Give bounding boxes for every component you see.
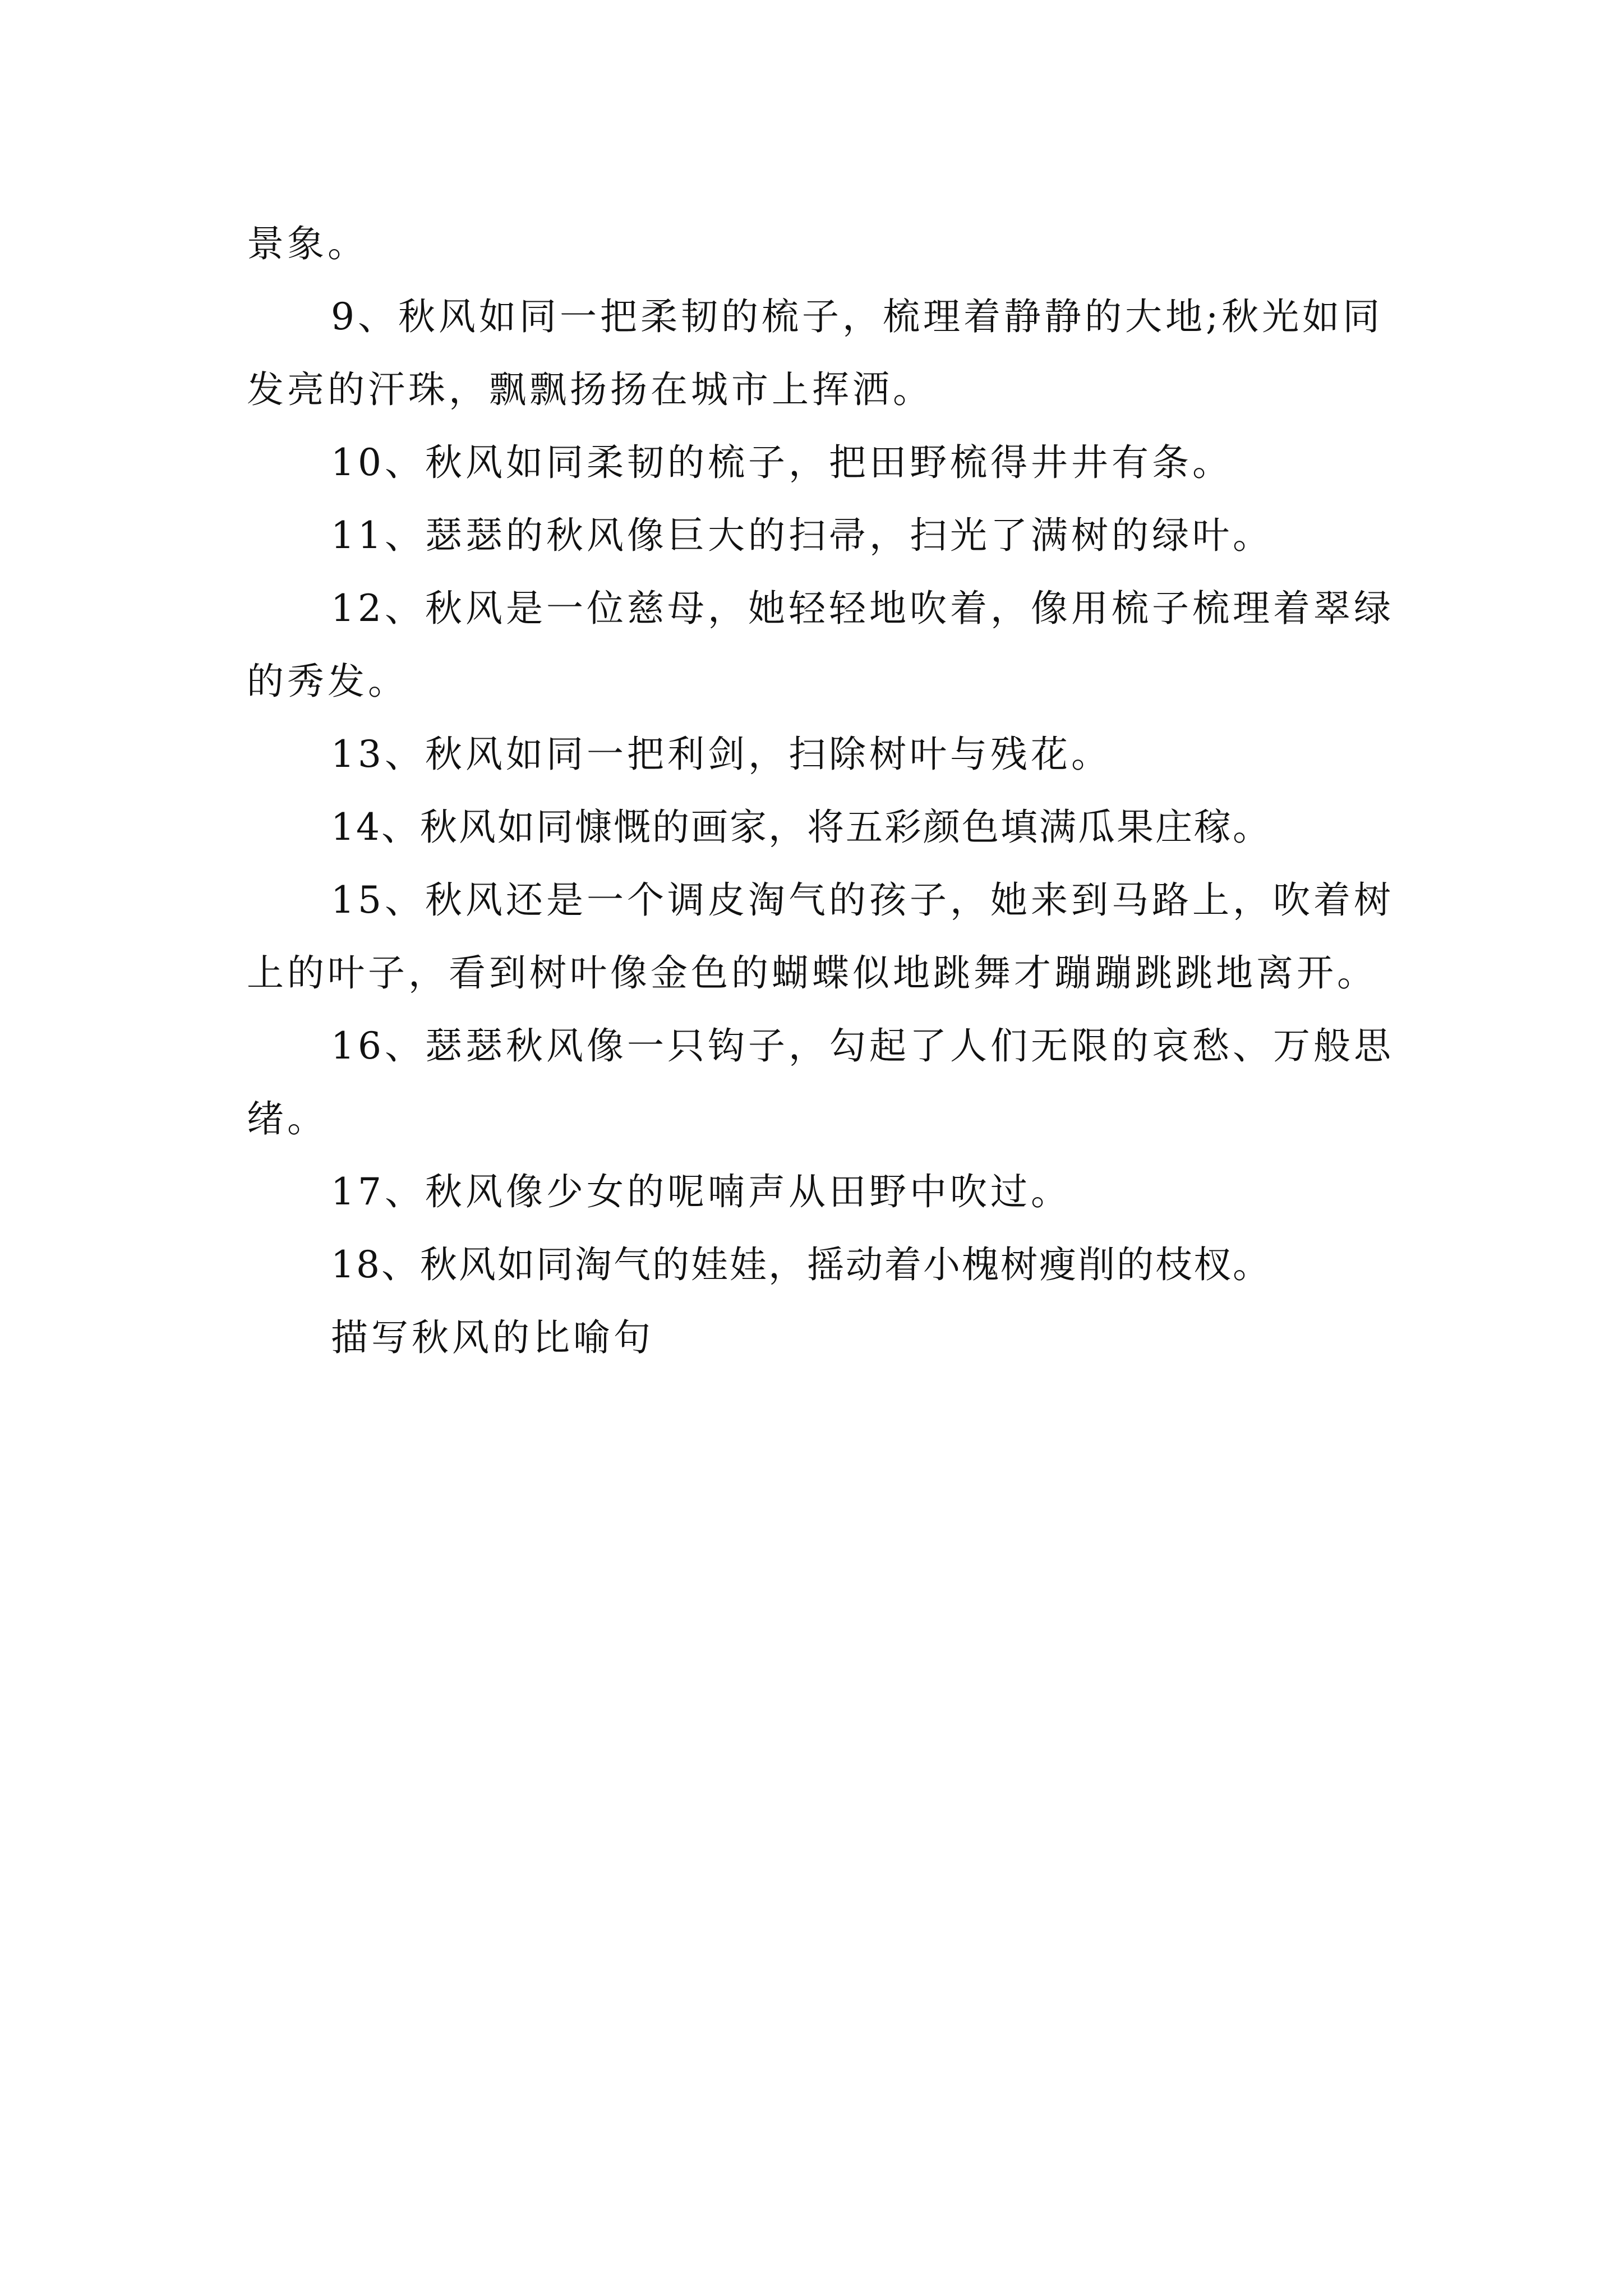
- paragraph-item-14: 14、秋风如同慷慨的画家，将五彩颜色填满瓜果庄稼。: [331, 806, 1271, 849]
- paragraph-item-12: 12、秋风是一位慈母，她轻轻地吹着，像用梳子梳理着翠绿的秀发。: [247, 587, 1394, 703]
- section-heading: 描写秋风的比喻句: [331, 1316, 654, 1359]
- paragraph-item-11: 11、瑟瑟的秋风像巨大的扫帚，扫光了满树的绿叶。: [331, 514, 1273, 557]
- paragraph-item-13: 13、秋风如同一把利剑，扫除树叶与残花。: [331, 733, 1112, 776]
- paragraph-item-9: 9、秋风如同一把柔韧的梳子，梳理着静静的大地;秋光如同发亮的汗珠，飘飘扬扬在城市上挥洒。: [247, 295, 1384, 411]
- paragraph-item-17: 17、秋风像少女的呢喃声从田野中吹过。: [331, 1170, 1071, 1213]
- paragraph-item-15: 15、秋风还是一个调皮淘气的孩子，她来到马路上，吹着树上的叶子，看到树叶像金色的蝴蝶似地跳舞才蹦蹦跳跳地离开。: [247, 878, 1394, 995]
- document-body: [247, 208, 1413, 1374]
- paragraph-continuation: 景象。: [247, 222, 368, 265]
- paragraph-item-10: 10、秋风如同柔韧的梳子，把田野梳得井井有条。: [331, 441, 1233, 484]
- paragraph-item-18: 18、秋风如同淘气的娃娃，摇动着小槐树瘦削的枝杈。: [331, 1243, 1271, 1286]
- paragraph-item-16: 16、瑟瑟秋风像一只钩子，勾起了人们无限的哀愁、万般思绪。: [247, 1024, 1394, 1140]
